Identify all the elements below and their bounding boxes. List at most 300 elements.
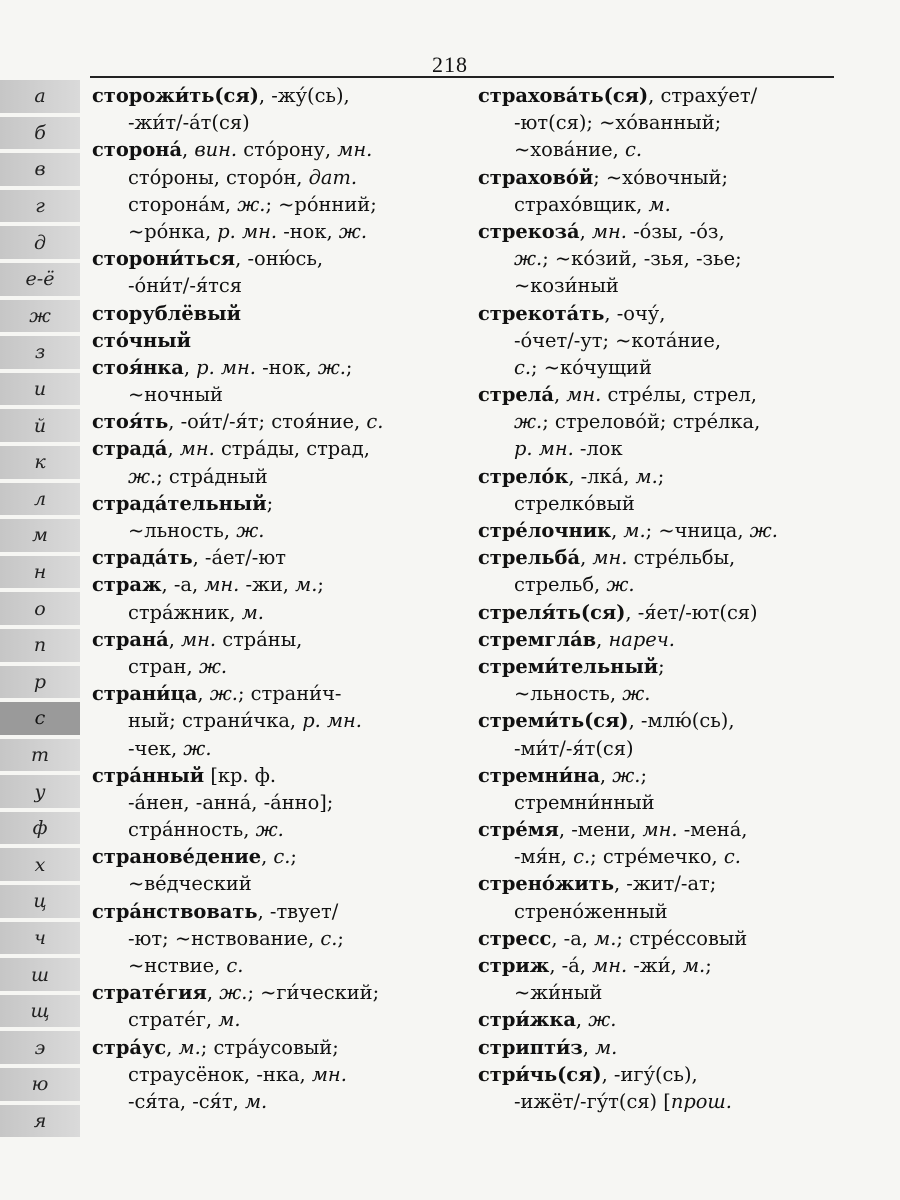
entry-text: [кр. ф.	[204, 763, 277, 787]
entry-text: ;	[640, 763, 647, 787]
dictionary-line	[478, 952, 846, 979]
left-column	[92, 82, 460, 1115]
grammar-label: ж.	[128, 464, 157, 488]
dictionary-line	[92, 300, 460, 327]
alphabet-tab: в	[0, 153, 80, 186]
dictionary-line	[92, 653, 460, 680]
grammar-label: с.	[723, 845, 741, 869]
entry-text: ~льность,	[514, 682, 623, 706]
grammar-label: м.	[178, 1035, 201, 1059]
dictionary-line	[92, 272, 460, 299]
entry-text: -жи́т/-а́т(ся)	[128, 111, 250, 135]
grammar-label: м.	[595, 1035, 618, 1059]
entry-text: , -твует/	[257, 899, 339, 923]
dictionary-line	[92, 925, 460, 952]
entry-text: ,	[580, 546, 593, 570]
headword: стре́мя	[478, 818, 559, 842]
dictionary-line	[92, 1006, 460, 1033]
entry-text: , -очу́,	[604, 301, 666, 325]
entry-text: ; стрелово́й; стре́лка,	[542, 410, 761, 434]
grammar-label: м.	[218, 1008, 241, 1032]
dictionary-line	[92, 435, 460, 462]
dictionary-line	[92, 245, 460, 272]
entry-text: страусёнок, -нка,	[128, 1062, 312, 1086]
entry-text: ; стра́дный	[156, 464, 268, 488]
dictionary-line	[92, 707, 460, 734]
entry-text: -ют; ~нствование,	[128, 926, 321, 950]
headword: сто́чный	[92, 328, 191, 352]
dictionary-line	[478, 218, 846, 245]
grammar-label: мн.	[591, 219, 627, 243]
entry-text: ;	[337, 926, 344, 950]
dictionary-line	[478, 925, 846, 952]
headword: страте́гия	[92, 981, 207, 1005]
grammar-label: ж.	[606, 573, 635, 597]
headword: страда́	[92, 437, 168, 461]
entry-text: стрелко́вый	[514, 491, 635, 515]
grammar-label: м.	[623, 519, 646, 542]
dictionary-line	[92, 218, 460, 245]
headword: стремгла́в	[478, 627, 597, 651]
entry-text: ; ~хо́вочный;	[593, 165, 729, 189]
header-rule	[90, 76, 834, 78]
alphabet-tab: д	[0, 226, 80, 259]
alphabet-tab: г	[0, 190, 80, 223]
entry-text: сторона́м,	[128, 192, 238, 216]
entry-text: ; стра́усовый;	[200, 1035, 339, 1059]
dictionary-line	[478, 707, 846, 734]
headword: страж	[92, 573, 162, 597]
dictionary-line	[478, 653, 846, 680]
dictionary-line	[478, 327, 846, 354]
headword: страда́ть	[92, 546, 193, 570]
grammar-label: ж.	[209, 682, 238, 706]
entry-text: ;	[345, 355, 353, 379]
entry-text: , -ои́т/-я́т; стоя́ние,	[168, 410, 367, 434]
entry-text: ный; страни́чка,	[128, 709, 303, 733]
alphabet-tab: р	[0, 666, 80, 699]
entry-text: , -а́,	[549, 954, 593, 977]
dictionary-line	[478, 245, 846, 272]
alphabet-tab: о	[0, 592, 80, 625]
alphabet-tab: л	[0, 483, 80, 516]
headword: стри́чь(ся)	[478, 1062, 602, 1086]
dictionary-line	[92, 82, 460, 109]
grammar-label: с.	[625, 138, 643, 162]
entry-text: ;	[657, 464, 665, 488]
dictionary-line	[92, 898, 460, 925]
dictionary-line	[92, 544, 460, 571]
dictionary-line	[478, 544, 846, 571]
entry-text: , -оню́сь,	[235, 247, 324, 271]
alphabet-tab: я	[0, 1105, 80, 1138]
entry-text: стремни́нный	[514, 790, 655, 814]
entry-text: ; ~ко́чущий	[531, 355, 652, 379]
entry-text: ,	[261, 845, 274, 869]
alphabet-tab: ц	[0, 885, 80, 918]
entry-text: , -а́ет/-ют	[192, 546, 286, 570]
grammar-label: с.	[573, 845, 591, 869]
grammar-label: мн.	[204, 573, 240, 597]
dictionary-line	[92, 870, 460, 897]
alphabet-tab: н	[0, 556, 80, 589]
alphabet-tab: ф	[0, 812, 80, 845]
dictionary-line	[92, 191, 460, 218]
headword: стрело́к	[478, 464, 569, 488]
headword: страна́	[92, 627, 169, 651]
headword: страхова́ть(ся)	[478, 84, 649, 107]
dictionary-line	[92, 952, 460, 979]
page-number: 218	[432, 52, 468, 77]
grammar-label: ж.	[338, 219, 368, 243]
dictionary-line	[478, 354, 846, 381]
dictionary-line	[92, 680, 460, 707]
entry-text: ~жи́ный	[514, 981, 603, 1005]
grammar-label: р. мн.	[217, 219, 278, 243]
dictionary-line	[92, 1088, 460, 1115]
entry-text: ,	[611, 519, 624, 542]
headword: сторони́ться	[92, 247, 236, 271]
entry-text: , -лка́,	[568, 464, 636, 488]
headword: стрипти́з	[478, 1035, 583, 1059]
entry-text: ~льность,	[128, 519, 237, 542]
alphabet-tab: п	[0, 629, 80, 662]
headword: стоя́ть	[92, 410, 169, 434]
grammar-label: с.	[226, 954, 244, 977]
entry-text: -нок,	[277, 219, 339, 243]
headword: стри́жка	[478, 1008, 576, 1032]
grammar-label: мн.	[592, 954, 628, 977]
entry-text: , -а,	[551, 926, 595, 950]
entry-text: ,	[166, 1035, 179, 1059]
entry-text: -о́ни́т/-я́тся	[128, 274, 242, 298]
entry-text: ; ~ро́нний;	[265, 192, 377, 216]
alphabet-tab: м	[0, 519, 80, 552]
entry-text: -о́чет/-ут; ~кота́ние,	[514, 328, 721, 352]
grammar-label: ж.	[198, 654, 228, 678]
grammar-label: ж.	[622, 682, 651, 706]
entry-text: ,	[596, 627, 609, 651]
dictionary-line	[92, 789, 460, 816]
entry-text: стра́ны,	[216, 627, 303, 651]
dictionary-line	[92, 327, 460, 354]
dictionary-line	[92, 517, 460, 544]
entry-text: ; ~чница,	[645, 519, 750, 542]
dictionary-line	[92, 354, 460, 381]
entry-text: стра́жник,	[128, 600, 242, 624]
dictionary-line	[92, 463, 460, 490]
dictionary-line	[92, 381, 460, 408]
entry-text: ; стре́ссовый	[616, 926, 748, 950]
entry-text: ~хова́ние,	[514, 138, 625, 162]
grammar-label: с.	[514, 355, 532, 379]
entry-text: , -я́ет/-ют(ся)	[625, 600, 758, 624]
headword: стра́ус	[92, 1035, 167, 1059]
grammar-label: м.	[594, 926, 617, 950]
dictionary-line	[478, 300, 846, 327]
dictionary-line	[92, 816, 460, 843]
dictionary-line	[478, 843, 846, 870]
entry-text: -лок	[573, 437, 623, 461]
entry-text: стре́лы, стрел,	[601, 383, 757, 407]
dictionary-line	[478, 789, 846, 816]
entry-text: , -жит/-ат;	[613, 872, 717, 896]
entry-text: ,	[182, 138, 195, 162]
grammar-label: ж.	[612, 763, 641, 787]
grammar-label: м.	[635, 464, 658, 488]
dictionary-line	[92, 979, 460, 1006]
grammar-label: р. мн.	[302, 709, 362, 733]
dictionary-line	[478, 680, 846, 707]
dictionary-line	[92, 109, 460, 136]
grammar-label: мн.	[311, 1062, 347, 1086]
grammar-label: м.	[244, 1089, 268, 1113]
dictionary-line	[478, 82, 846, 109]
entry-text: стра́нность,	[128, 818, 256, 842]
dictionary-line	[478, 463, 846, 490]
entry-text: -ижёт/-гу́т(ся) [	[514, 1089, 671, 1113]
alphabet-tab: т	[0, 739, 80, 772]
entry-text: -о́зы, -о́з,	[626, 219, 725, 243]
grammar-label: м.	[295, 573, 318, 597]
entry-text: ; ~ко́зий, -зья, -зье;	[542, 247, 742, 271]
alphabet-tab: й	[0, 409, 80, 442]
grammar-label: ж.	[237, 192, 266, 216]
alphabet-tab: ч	[0, 922, 80, 955]
dictionary-line	[92, 599, 460, 626]
alphabet-tab: ю	[0, 1068, 80, 1101]
headword: стремни́на	[478, 763, 600, 787]
dictionary-line	[478, 272, 846, 299]
entry-text: -мена́,	[677, 818, 748, 842]
dictionary-line	[478, 1061, 846, 1088]
dictionary-line	[92, 1034, 460, 1061]
headword: стрельба́	[478, 546, 581, 570]
dictionary-line	[478, 136, 846, 163]
entry-text: ;	[266, 491, 274, 515]
grammar-label: ж.	[255, 818, 284, 842]
dictionary-line	[478, 109, 846, 136]
dictionary-line	[478, 571, 846, 598]
entry-text: -нок,	[255, 355, 318, 379]
alphabet-tab: щ	[0, 995, 80, 1028]
alphabet-tab: з	[0, 336, 80, 369]
dictionary-line	[478, 762, 846, 789]
dictionary-line	[478, 816, 846, 843]
alphabet-tab: а	[0, 80, 80, 113]
entry-text: ,	[167, 437, 180, 461]
entry-text: стре́льбы,	[627, 546, 736, 570]
headword: сторона́	[92, 138, 183, 162]
entry-text: ~ро́нка,	[128, 219, 218, 243]
dictionary-line	[478, 191, 846, 218]
dictionary-line	[92, 164, 460, 191]
grammar-label: мн.	[181, 627, 217, 651]
headword: сторублёвый	[92, 301, 241, 325]
entry-text: сто́роны, сторо́н,	[128, 165, 309, 189]
dictionary-line	[478, 870, 846, 897]
grammar-label: м.	[648, 192, 671, 216]
grammar-label: с.	[320, 926, 338, 950]
entry-text: ,	[579, 219, 592, 243]
entry-text: , -а,	[161, 573, 205, 597]
grammar-label: р. мн.	[196, 355, 256, 379]
headword: стре́лочник	[478, 519, 612, 542]
headword: страда́тельный	[92, 491, 267, 515]
grammar-label: мн.	[566, 383, 602, 407]
entry-text: ~ве́дческий	[128, 872, 252, 896]
dictionary-line	[92, 490, 460, 517]
grammar-label: мн.	[337, 138, 373, 162]
alphabet-tab: ш	[0, 958, 80, 991]
dictionary-line	[478, 408, 846, 435]
dictionary-line	[478, 1034, 846, 1061]
entry-text: ,	[599, 763, 613, 787]
grammar-label: мн.	[179, 437, 215, 461]
dictionary-line	[92, 1061, 460, 1088]
entry-text: сто́рону,	[237, 138, 338, 162]
alphabet-tab: е-ё	[0, 263, 80, 296]
headword: стрела́	[478, 383, 554, 407]
alphabet-tab: с	[0, 702, 80, 735]
grammar-label: ж.	[317, 355, 346, 379]
grammar-label: ж.	[588, 1008, 617, 1032]
grammar-label: нареч.	[608, 627, 675, 651]
entry-text: ;	[317, 573, 324, 597]
headword: страни́ца	[92, 682, 198, 706]
grammar-label: дат.	[308, 165, 358, 189]
right-column	[478, 82, 846, 1115]
entry-text: -ют(ся); ~хо́ванный;	[514, 111, 722, 135]
headword: стрекота́ть	[478, 301, 605, 325]
alphabet-tab: х	[0, 848, 80, 881]
dictionary-line	[478, 626, 846, 653]
entry-text: ,	[575, 1008, 589, 1032]
grammar-label: ж.	[236, 519, 265, 542]
dictionary-line	[478, 490, 846, 517]
entry-text: ,	[197, 682, 210, 706]
entry-text: ,	[582, 1035, 596, 1059]
entry-text: ,	[168, 627, 182, 651]
grammar-label: ж.	[514, 247, 543, 271]
entry-text: ~кози́ный	[514, 274, 619, 298]
headword: стра́нный	[92, 763, 205, 787]
entry-text: -чек,	[128, 736, 184, 760]
entry-text: ~нствие,	[128, 954, 227, 977]
entry-text: -жи́,	[627, 954, 683, 977]
headword: стресс	[478, 926, 552, 950]
alphabet-tab: ж	[0, 300, 80, 333]
alphabet-tab: у	[0, 775, 80, 808]
alphabet-tab: и	[0, 373, 80, 406]
alphabet-tabs	[0, 80, 80, 1141]
dictionary-line	[92, 136, 460, 163]
headword: страхово́й	[478, 165, 594, 189]
headword: стрекоза́	[478, 219, 580, 243]
headword: стоя́нка	[92, 355, 184, 379]
grammar-label: ж.	[183, 736, 212, 760]
grammar-label: м.	[241, 600, 264, 624]
entry-text: ;	[658, 654, 665, 678]
grammar-label: мн.	[642, 818, 678, 842]
headword: сторожи́ть(ся)	[92, 84, 259, 107]
grammar-label: ж.	[514, 410, 543, 434]
entry-text: страхо́вщик,	[514, 192, 649, 216]
entry-text: , -жу́(сь),	[258, 84, 350, 107]
entry-text: ; страни́ч-	[237, 682, 342, 706]
entry-text: -ся́та, -ся́т,	[128, 1089, 245, 1113]
dictionary-line	[92, 626, 460, 653]
entry-text: стрельб,	[514, 573, 607, 597]
headword: стреми́ть(ся)	[478, 709, 629, 733]
headword: стриж	[478, 954, 550, 977]
entry-text: -жи,	[239, 573, 296, 597]
entry-text: ; ~ги́ческий;	[247, 981, 380, 1005]
grammar-label: с.	[366, 410, 384, 434]
entry-text: , страху́ет/	[648, 84, 758, 107]
headword: странове́дение	[92, 845, 262, 869]
entry-text: ,	[206, 981, 220, 1005]
alphabet-tab: б	[0, 117, 80, 150]
entry-text: , -игу́(сь),	[601, 1062, 698, 1086]
entry-text: , -млю́(сь),	[628, 709, 735, 733]
grammar-label: мн.	[592, 546, 628, 570]
entry-text: -ми́т/-я́т(ся)	[514, 736, 634, 760]
headword: стреми́тельный	[478, 654, 659, 678]
dictionary-line	[478, 979, 846, 1006]
dictionary-line	[92, 762, 460, 789]
entry-text: ,	[183, 355, 197, 379]
dictionary-line	[478, 1088, 846, 1115]
dictionary-line	[478, 164, 846, 191]
grammar-label: р. мн.	[514, 437, 574, 461]
headword: стреля́ть(ся)	[478, 600, 626, 624]
dictionary-line	[92, 571, 460, 598]
dictionary-line	[478, 435, 846, 462]
entry-text: ~ночный	[128, 383, 223, 407]
alphabet-tab: к	[0, 446, 80, 479]
dictionary-line	[478, 599, 846, 626]
grammar-label: прош.	[670, 1089, 732, 1113]
dictionary-line	[478, 735, 846, 762]
entry-text: ,	[553, 383, 567, 407]
entry-text: стрено́женный	[514, 899, 668, 923]
dictionary-line	[92, 735, 460, 762]
entry-text: ;	[290, 845, 297, 869]
grammar-label: м.	[682, 954, 706, 977]
grammar-label: ж.	[749, 519, 778, 542]
entry-text: стра́ды, страд,	[214, 437, 370, 461]
entry-text: ; стре́мечко,	[590, 845, 724, 869]
dictionary-line	[92, 408, 460, 435]
entry-text: , -мени,	[558, 818, 643, 842]
dictionary-line	[92, 843, 460, 870]
headword: стра́нствовать	[92, 899, 258, 923]
dictionary-line	[478, 898, 846, 925]
entry-text: стран,	[128, 654, 199, 678]
entry-text: -а́нен, -анна́, -а́нно];	[128, 790, 334, 814]
alphabet-tab: э	[0, 1031, 80, 1064]
headword: стрено́жить	[478, 872, 614, 896]
grammar-label: с.	[273, 845, 291, 869]
entry-text: -мя́н,	[514, 845, 574, 869]
dictionary-line	[478, 381, 846, 408]
dictionary-line	[478, 1006, 846, 1033]
grammar-label: вин.	[194, 138, 238, 162]
dictionary-line	[478, 517, 846, 544]
grammar-label: ж.	[219, 981, 248, 1005]
entry-text: страте́г,	[128, 1008, 219, 1032]
